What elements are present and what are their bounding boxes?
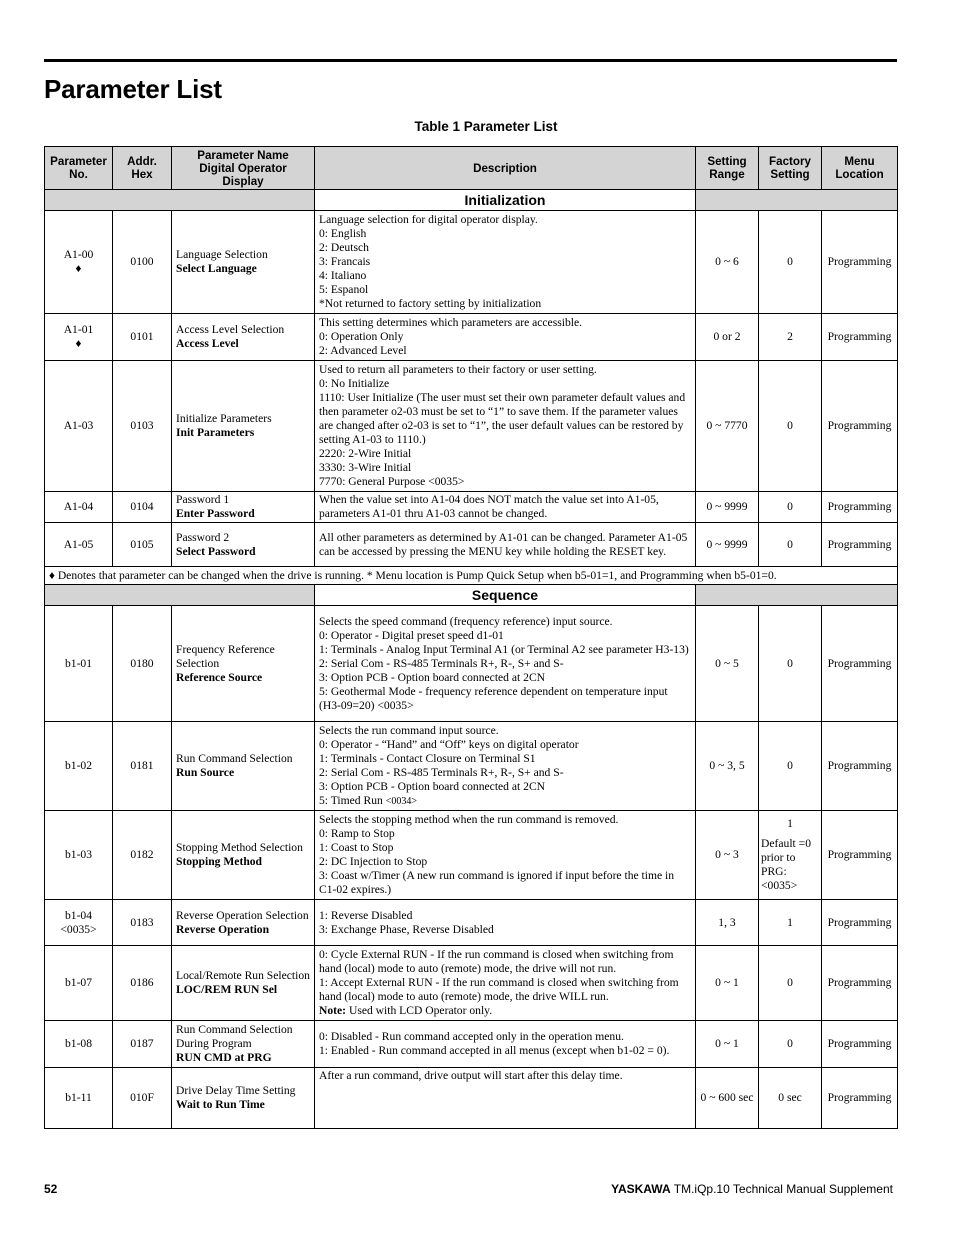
header-description: Description (315, 147, 696, 190)
section-title-initialization: Initialization (315, 190, 696, 211)
run-change-marker-icon: ♦ (75, 262, 82, 275)
init-footnote: ♦ Denotes that parameter can be changed when the drive is running. * Menu location is Pump Quick Setup when b5-01=1, and Programming when b5-01=0. (45, 567, 898, 585)
run-change-marker-icon: ♦ (75, 337, 82, 350)
header-param-no: Parameter No. (45, 147, 113, 190)
page-title: Parameter List (44, 74, 222, 104)
table-row: A1-03 0103 Initialize Parameters Init Parameters Used to return all parameters to their factory or user setting. 0: No Initialize 1110: User Initialize (The user must set their own parameter default values and then parameter o2-03 must be set to “1” to save them. If the parameter values are changed after o2-03 is set to “1”, the user default values can be restored by setting A1-03 to 1110.) 2220: 2-Wire Initial 3330: 3-Wire Initial 7770: General Purpose <0035> 0 ~ 7770 0 Programming (45, 361, 898, 492)
table-row: A1-04 0104 Password 1 Enter Password When the value set into A1-04 does NOT match the value set into A1-05, parameters A1-01 thru A1-03 cannot be changed. 0 ~ 9999 0 Programming (45, 492, 898, 523)
table-row: b1-01 0180 Frequency Reference Selection Reference Source Selects the speed command (frequency reference) input source. 0: Operator - Digital preset speed d1-01 1: Terminals - Analog Input Terminal A1 (or Terminal A2 see parameter H3-13) 2: Serial Com - RS-485 Terminals R+, R-, S+ and S- 3: Option PCB - Option board connected at 2CN 5: Geothermal Mode - frequency reference dependent on temperature input (H3-09=20) <0035> 0 ~ 5 0 Programming (45, 606, 898, 722)
footer-brand: YASKAWA (611, 1182, 671, 1196)
table-row: A1-05 0105 Password 2 Select Password All other parameters as determined by A1-01 can be changed. Parameter A1-05 can be accessed by pressing the MENU key while holding the RESET key. 0 ~ 9999 0 Programming (45, 523, 898, 567)
table-row: b1-11 010F Drive Delay Time Setting Wait to Run Time After a run command, drive output will start after this delay time. 0 ~ 600 sec 0 sec Programming (45, 1068, 898, 1129)
header-menu: Menu Location (822, 147, 898, 190)
parameter-table (44, 146, 898, 1129)
header-row (45, 147, 898, 190)
header-range: Setting Range (696, 147, 759, 190)
header-factory: Factory Setting (759, 147, 822, 190)
section-row-initialization (45, 190, 898, 211)
table-row: b1-04 <0035> 0183 Reverse Operation Selection Reverse Operation 1: Reverse Disabled 3: Exchange Phase, Reverse Disabled 1, 3 1 Programming (45, 900, 898, 946)
table-row: b1-08 0187 Run Command Selection During Program RUN CMD at PRG 0: Disabled - Run command accepted only in the operation menu. 1: Enabled - Run command accepted in all menus (except when b1-02 = 0). 0 ~ 1 0 Programming (45, 1021, 898, 1068)
header-addr: Addr. Hex (113, 147, 172, 190)
page-number: 52 (44, 1182, 58, 1196)
table-caption: Table 1 Parameter List (414, 119, 558, 134)
table-row: b1-02 0181 Run Command Selection Run Source Selects the run command input source. 0: Operator - “Hand” and “Off” keys on digital operator 1: Terminals - Contact Closure on Terminal S1 2: Serial Com - RS-485 Terminals R+, R-, S+ and S- 3: Option PCB - Option board connected at 2CN 5: Timed Run <0034> 0 ~ 3, 5 0 Programming (45, 722, 898, 811)
table-row: A1-01 ♦ 0101 Access Level Selection Access Level This setting determines which parameters are accessible. 0: Operation Only 2: Advanced Level 0 or 2 2 Programming (45, 314, 898, 361)
header-name: Parameter Name Digital Operator Display (172, 147, 315, 190)
section-title-sequence: Sequence (315, 585, 696, 606)
table-row: b1-07 0186 Local/Remote Run Selection LOC/REM RUN Sel 0: Cycle External RUN - If the run command is closed when switching from hand (local) mode to auto (remote) mode, the drive will not run. 1: Accept External RUN - If the run command is closed when switching from hand (local) mode to auto (remote) mode, the drive WILL run. Note: Used with LCD Operator only. 0 ~ 1 0 Programming (45, 946, 898, 1021)
init-footnote-row (45, 567, 898, 585)
table-row: A1-00 ♦ 0100 Language Selection Select Language Language selection for digital operator display. 0: English 2: Deutsch 3: Francais 4: Italiano 5: Espanol *Not returned to factory setting by initialization 0 ~ 6 0 Programming (45, 211, 898, 314)
top-rule (44, 59, 897, 62)
section-row-sequence (45, 585, 898, 606)
table-row: b1-03 0182 Stopping Method Selection Stopping Method Selects the stopping method when the run command is removed. 0: Ramp to Stop 1: Coast to Stop 2: DC Injection to Stop 3: Coast w/Timer (A new run command is ignored if input before the time in C1-02 expires.) 0 ~ 3 1 Default =0 prior to PRG: <0035> Programming (45, 811, 898, 900)
footer-manual-title: YASKAWA TM.iQp.10 Technical Manual Supplement (611, 1182, 893, 1196)
